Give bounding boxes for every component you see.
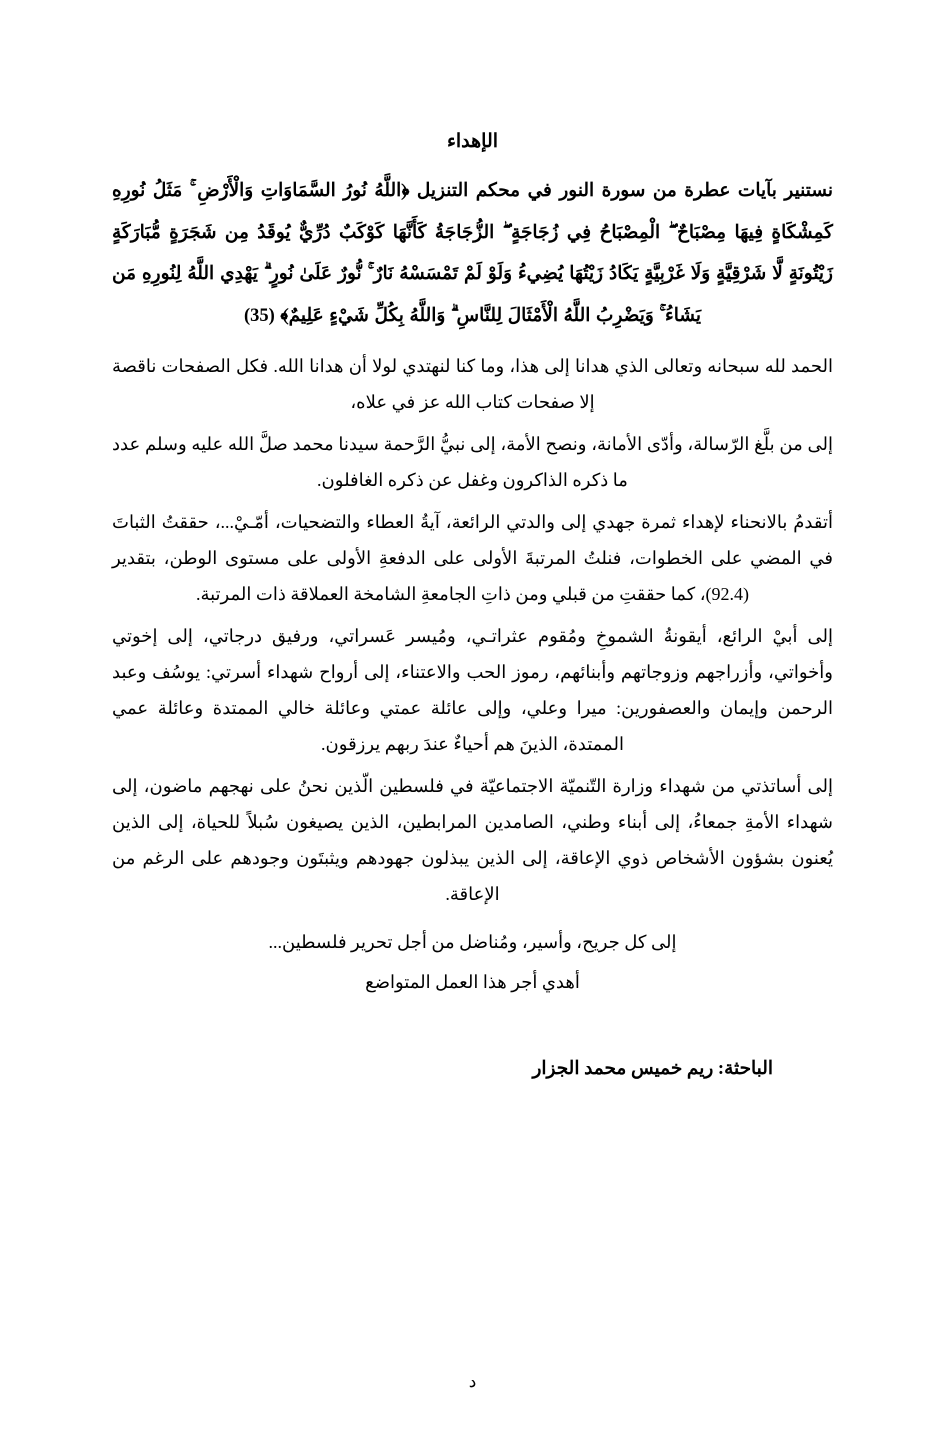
paragraph-2: إلى من بلَّغ الرّسالة، وأدّى الأمانة، ونصح الأمة، إلى نبيُّ الرَّحمة سيدنا محمد صلَّ الله عليه وسلم عدد ما ذكره الذاكرون وغفل عن ذكره الغافلون. <box>112 433 833 490</box>
paragraph-5: إلى أساتذتي من شهداء وزارة التّنميّة الاجتماعيّة في فلسطين الّذين نحنُ على نهجهم ماضون، إلى شهداء الأمةِ جمعاءُ، إلى أبناء وطني، الصامدين المرابطين، الذين يصيغون سُبلاً للحياة، إلى الذين يُعنون بشؤون الأشخاص ذوي الإعاقة، إلى الذين يبذلون جهودهم ويثبتَون وجودهم على الرغم من الإعاقة. <box>112 775 833 904</box>
author-signature: الباحثة: ريم خميس محمد الجزار <box>532 1058 773 1079</box>
paragraph-3: أتقدمُ بالانحناء لإهداء ثمرة جهدي إلى والدتي الرائعة، آيةُ العطاء والتضحيات، أمّـيْ...، حققتُ الثباتَ في المضي على الخطوات، فنلتُ المرتبةَ الأولى على الدفعةِ الأولى على مستوى الوطن، بتقدير (92.4)، كما حققتِ من قبلي ومن ذاتِ الجامعةِ الشامخة العملاقة ذات المرتبة. <box>112 511 833 604</box>
page-number: د <box>468 1372 477 1391</box>
paragraph-4: إلى أبيْ الرائع، أيقونةُ الشموخِ ومُقوم عثراتـي، ومُيسر عَسراتي، ورفيق درجاتي، إلى إخوتي وأخواتي، وأزراجهم وزوجاتهم وأبنائهم، رموز الحب والاعتناء، إلى أرواح شهداء أسرتي: يوسُف وعبد الرحمن وإيمان والعصفورين: ميرا وعلي، وإلى عائلة عمتي وعائلة خالي الممتدة وعائلة عمي الممتدة، الذينَ هم أحياءٌ عندَ ربهم يرزقون. <box>112 625 833 754</box>
page-title: الإهداء <box>446 131 499 152</box>
closing-line-2: أهدي أجر هذا العمل المتواضع <box>365 971 580 992</box>
closing-line-1: إلى كل جريح، وأسير، ومُناضل من أجل تحرير فلسطين... <box>268 931 677 952</box>
paragraph-1: الحمد لله سبحانه وتعالى الذي هدانا إلى هذا، وما كنا لنهتدي لولا أن هدانا الله. فكل الصفحات ناقصة إلا صفحات كتاب الله عز في علاه، <box>112 355 833 412</box>
quran-quote: نستنير بآيات عطرة من سورة النور في محكم التنزيل ﴿اللَّهُ نُورُ السَّمَاوَاتِ وَالْأَرْضِ ۚ مَثَلُ نُورِهِ كَمِشْكَاةٍ فِيهَا مِصْبَاحٌ ۖ الْمِصْبَاحُ فِي زُجَاجَةٍ ۖ الزُّجَاجَةُ كَأَنَّهَا كَوْكَبٌ دُرِّيٌّ يُوقَدُ مِن شَجَرَةٍ مُّبَارَكَةٍ زَيْتُونَةٍ لَّا شَرْقِيَّةٍ وَلَا غَرْبِيَّةٍ يَكَادُ زَيْتُهَا يُضِيءُ وَلَوْ لَمْ تَمْسَسْهُ نَارٌ ۚ نُّورٌ عَلَىٰ نُورٍ ۗ يَهْدِي اللَّهُ لِنُورِهِ مَن يَشَاءُ ۚ وَيَضْرِبُ اللَّهُ الْأَمْثَالَ لِلنَّاسِ ۗ وَاللَّهُ بِكُلِّ شَيْءٍ عَلِيمٌ﴾ (35) <box>112 181 833 326</box>
